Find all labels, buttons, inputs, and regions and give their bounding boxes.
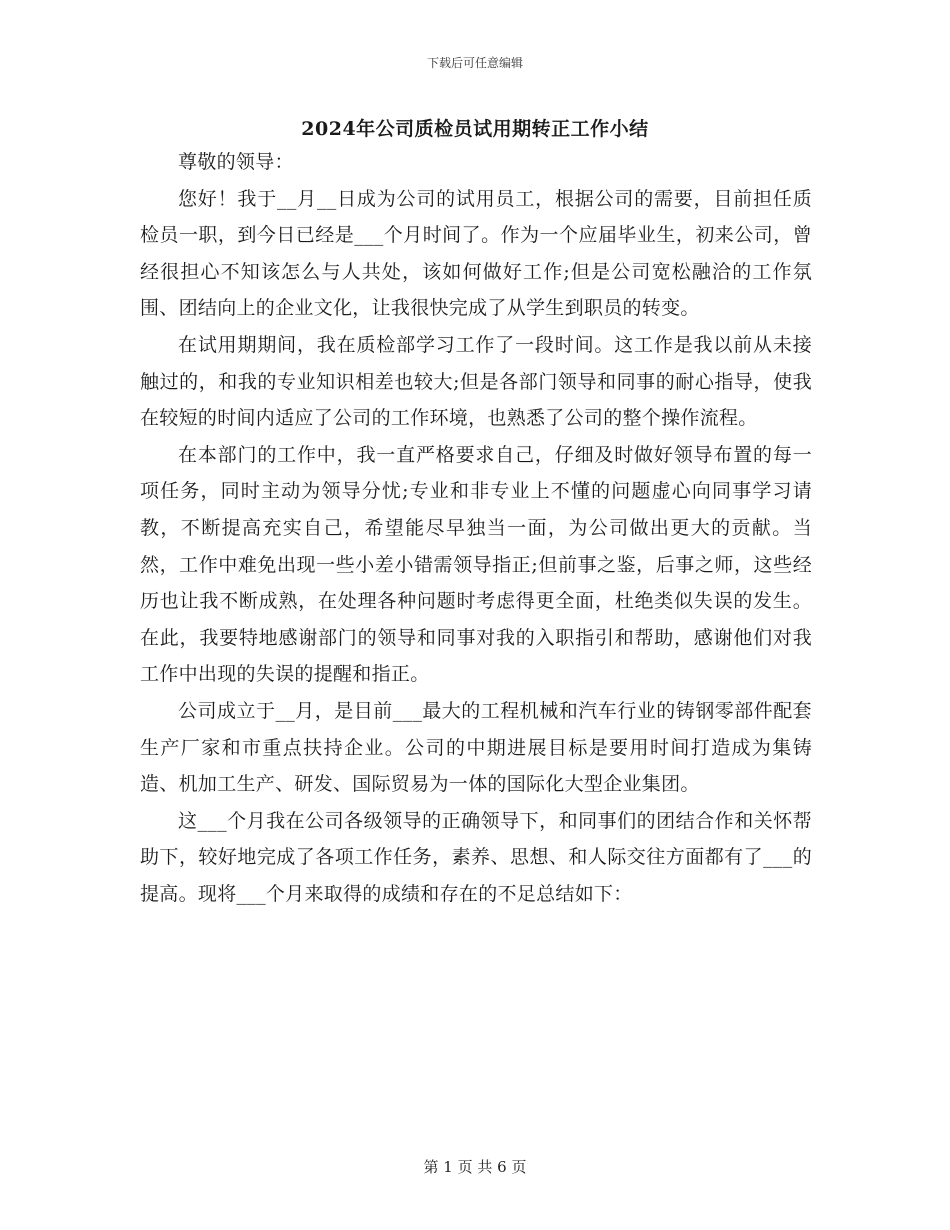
- document-title: 2024年公司质检员试用期转正工作小结: [301, 118, 649, 140]
- paragraph: 在本部门的工作中，我一直严格要求自己，仔细及时做好领导布置的每一项任务，同时主动为领导分忧;专业和非专业上不懂的问题虚心向同事学习请教，不断提高充实自己，希望能尽早独当一面，为公司做出更大的贡献。当然，工作中难免出现一些小差小错需领导指正;但前事之鉴，后事之师，这些经历也让我不断成熟，在处理各种问题时考虑得更全面，杜绝类似失误的发生。在此，我要特地感谢部门的领导和同事对我的入职指引和帮助，感谢他们对我工作中出现的失误的提醒和指正。: [140, 443, 812, 686]
- paragraph: 您好！我于__月__日成为公司的试用员工，根据公司的需要，目前担任质检员一职，到今日已经是___个月时间了。作为一个应届毕业生，初来公司，曾经很担心不知该怎么与人共处，该如何做好工作;但是公司宽松融洽的工作氛围、团结向上的企业文化，让我很快完成了从学生到职员的转变。: [140, 187, 812, 320]
- page-footer: 第 1 页 共 6 页: [423, 1158, 527, 1176]
- paragraph: 公司成立于__月，是目前___最大的工程机械和汽车行业的铸钢零部件配套生产厂家和市重点扶持企业。公司的中期进展目标是要用时间打造成为集铸造、机加工生产、研发、国际贸易为一体的国际化大型企业集团。: [140, 699, 812, 796]
- salutation: 尊敬的领导：: [178, 151, 294, 173]
- header-note: 下载后可任意编辑: [426, 56, 523, 70]
- paragraph: 在试用期期间，我在质检部学习工作了一段时间。这工作是我以前从未接触过的，和我的专业知识相差也较大;但是各部门领导和同事的耐心指导，使我在较短的时间内适应了公司的工作环境，也熟悉了公司的整个操作流程。: [140, 333, 812, 430]
- document-body: [140, 144, 812, 912]
- paragraph: 这___个月我在公司各级领导的正确领导下，和同事们的团结合作和关怀帮助下，较好地完成了各项工作任务，素养、思想、和人际交往方面都有了___的提高。现将___个月来取得的成绩和存在的不足总结如下：: [140, 809, 812, 905]
